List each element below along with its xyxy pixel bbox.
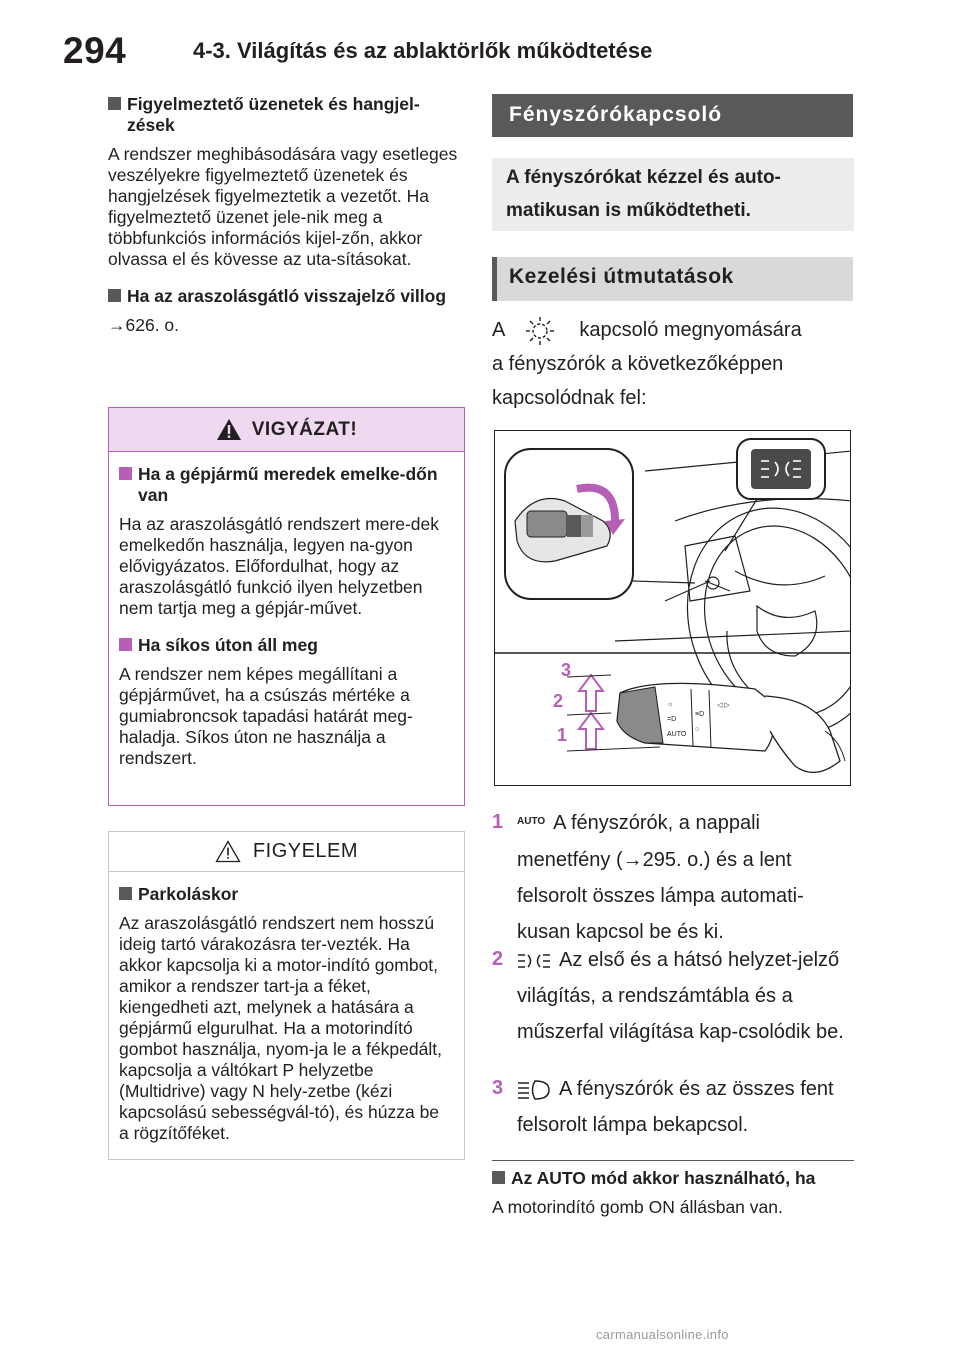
square-bullet-icon xyxy=(119,638,132,651)
headlight-switch-figure xyxy=(494,430,851,786)
figure-label-1: 1 xyxy=(557,725,568,745)
warning-subheading-steep-slope: Ha a gépjármű meredek emelke-dőn van xyxy=(119,464,452,506)
svg-text:=D: =D xyxy=(667,716,677,723)
intro-box: A fényszórókat kézzel és auto-matikusan is működtetheti. xyxy=(492,158,854,231)
subsection-title: Kezelési útmutatások xyxy=(492,257,853,301)
notice-box xyxy=(108,831,465,1160)
list-item: 3 A fényszórók és az összes fent felsorolt lámpa bekapcsol. xyxy=(492,1077,834,1136)
warning-box xyxy=(108,407,465,806)
page-number: 294 xyxy=(63,30,127,71)
warning-subheading-slippery-road: Ha síkos úton áll meg xyxy=(119,635,452,656)
auto-mode-heading: Az AUTO mód akkor használható, ha xyxy=(492,1168,854,1189)
square-bullet-icon xyxy=(492,1171,505,1184)
page-header xyxy=(0,0,960,80)
notice-subheading-parking: Parkoláskor xyxy=(119,884,452,905)
svg-text:☼: ☼ xyxy=(667,701,674,708)
svg-text:○: ○ xyxy=(695,726,700,733)
light-switch-icon xyxy=(516,316,564,346)
notice-header: FIGYELEM xyxy=(109,832,464,872)
list-item: 1 AUTO A fényszórók, a nappali menetfény (→295. o.) és a lent felsorolt összes lámpa automati-kusan kapcsol be és ki. xyxy=(492,805,854,933)
square-bullet-icon xyxy=(108,97,121,110)
auto-mode-section xyxy=(492,1168,854,1234)
svg-text:◁ ▷: ◁ ▷ xyxy=(717,702,730,709)
square-bullet-icon xyxy=(108,289,121,302)
svg-text:AUTO: AUTO xyxy=(667,731,687,738)
divider xyxy=(492,1160,854,1161)
illustration xyxy=(495,431,851,786)
notice-text-parking: Az araszolásgátló rendszert nem hosszú ideig tartó várakozásra ter-vezték. Ha akkor kapcsolja ki a motor-indító gombot, amikor a rendszer tart-ja a féket, kiengedheti azt, melynek a hatására a gépjármű elgurulhat. Ha a motorindító gombot használja, nyom-ja le a fékpedált, kapcsolja a váltókart P helyzetbe (Multidrive) vagy N hely-zetbe (kézi kapcsolású sebességvál-tó), és húzza be a rögzítőféket. xyxy=(119,913,442,1143)
warning-triangle-icon xyxy=(216,418,242,441)
square-bullet-icon xyxy=(119,467,132,480)
square-bullet-icon xyxy=(119,887,132,900)
figure-label-3: 3 xyxy=(561,660,572,680)
subheading-indicator-blinks: Ha az araszolásgátló visszajelző villog xyxy=(108,286,465,307)
warning-text-slippery-road: A rendszer nem képes megállítani a gépjárművet, ha a csúszás mértéke a gumiabroncsok tapadási határát meg-haladja. Síkos úton ne használja a rendszert. xyxy=(119,664,413,768)
headlight-icon xyxy=(517,1079,551,1101)
subheading-warning-messages: Figyelmeztető üzenetek és hangjel-zések xyxy=(108,94,465,136)
figure-label-2: 2 xyxy=(553,691,564,711)
auto-icon: AUTO xyxy=(517,815,546,827)
paragraph-warning-messages: A rendszer meghibásodására vagy esetleges veszélyekre figyelmeztető üzenetek és hangjelzések figyelmeztetik a vezetőt. Ha figyelmeztető üzenet jele-nik meg a többfunkciós információs kijel-zőn, akkor olvassa el és kövesse az uta-sításokat. xyxy=(108,144,458,269)
parking-lights-icon xyxy=(517,951,551,971)
svg-text:≡D: ≡D xyxy=(695,711,705,718)
warning-text-steep-slope: Ha az araszolásgátló rendszert mere-dek emelkedőn használja, legyen na-gyon elővigyázatos. Előfordulhat, hogy az araszolásgátló funkció ilyen helyzetben nem tartja meg a gépjár-művet. xyxy=(119,514,440,618)
warning-header: VIGYÁZAT! xyxy=(109,408,464,452)
page-reference: →626. o. xyxy=(108,315,180,335)
chapter-title: 4-3. Világítás és az ablaktörlők működtetése xyxy=(193,38,653,63)
section-title: Fényszórókapcsoló xyxy=(492,94,853,137)
list-item: 2 Az első és a hátsó helyzet-jelző világítás, a rendszámtábla és a műszerfal világítása kap-csolódik be. xyxy=(492,948,844,1043)
caution-outline-icon xyxy=(215,840,241,863)
watermark: carmanualsonline.info xyxy=(596,1327,729,1342)
left-column xyxy=(108,94,465,352)
auto-mode-text: A motorindító gomb ON állásban van. xyxy=(492,1197,783,1217)
switch-intro-paragraph: A kapcsoló megnyomására a fényszórók a következőképpen kapcsolódnak fel: xyxy=(492,313,854,415)
